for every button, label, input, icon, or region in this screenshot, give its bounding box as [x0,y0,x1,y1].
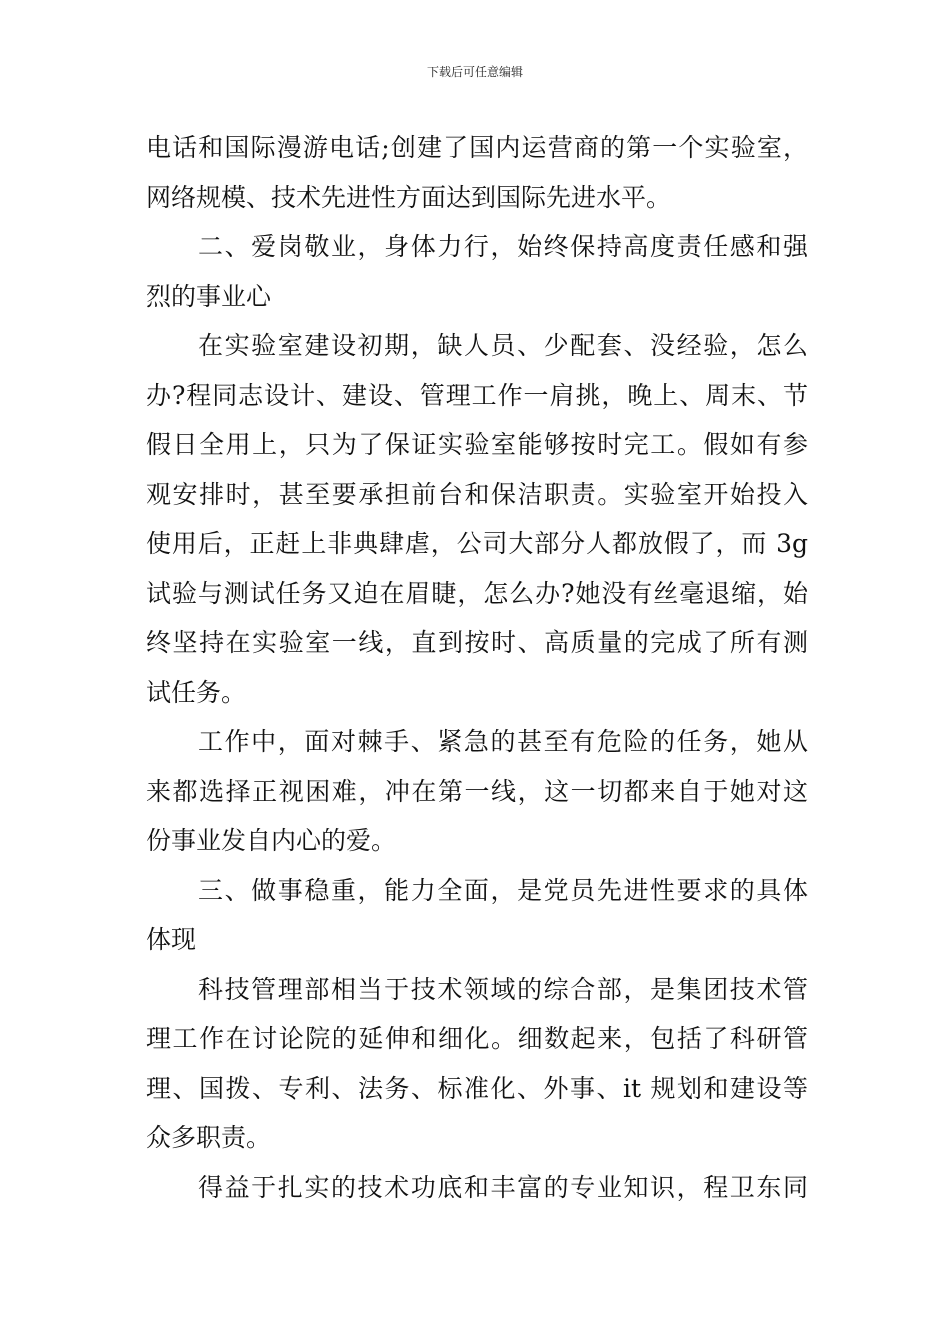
section-heading: 二、爱岗敬业，身体力行，始终保持高度责任感和强 [198,232,808,261]
text-line: 份事业发自内心的爱。 [146,826,397,855]
text-line: 试验与测试任务又迫在眉睫，怎么办?她没有丝毫退缩，始 [146,578,808,608]
text-line: 众多职责。 [146,1123,272,1152]
section-heading: 三、做事稳重，能力全面，是党员先进性要求的具体 [198,875,808,905]
text-line: 理、国拨、专利、法务、标准化、外事、it 规划和建设等 [146,1073,808,1103]
text-line: 电话和国际漫游电话;创建了国内运营商的第一个实验室， [146,133,808,162]
text-line: 来都选择正视困难，冲在第一线，这一切都来自于她对这 [146,776,808,806]
document-body [146,128,808,1217]
text-line: 办?程同志设计、建设、管理工作一肩挑，晚上、周末、节 [146,380,808,410]
text-line: 科技管理部相当于技术领域的综合部，是集团技术管 [198,974,808,1004]
text-line: 得益于扎实的技术功底和丰富的专业知识，程卫东同 [198,1172,808,1202]
text-line: 终坚持在实验室一线，直到按时、高质量的完成了所有测 [146,628,808,657]
section-heading: 烈的事业心 [146,281,272,311]
text-line: 工作中，面对棘手、紧急的甚至有危险的任务，她从 [198,727,808,756]
section-heading: 体现 [146,925,197,954]
text-line: 在实验室建设初期，缺人员、少配套、没经验，怎么 [198,331,808,360]
text-line: 假日全用上，只为了保证实验室能够按时完工。假如有参 [146,430,808,459]
text-line: 网络规模、技术先进性方面达到国际先进水平。 [146,182,672,212]
page-header-note: 下载后可任意编辑 [426,65,523,79]
text-line: 试任务。 [146,677,247,707]
text-line: 使用后，正赶上非典肆虐，公司大部分人都放假了，而 3g [146,529,808,558]
text-line: 观安排时，甚至要承担前台和保洁职责。实验室开始投入 [146,479,808,509]
text-line: 理工作在讨论院的延伸和细化。细数起来，包括了科研管 [146,1024,808,1053]
